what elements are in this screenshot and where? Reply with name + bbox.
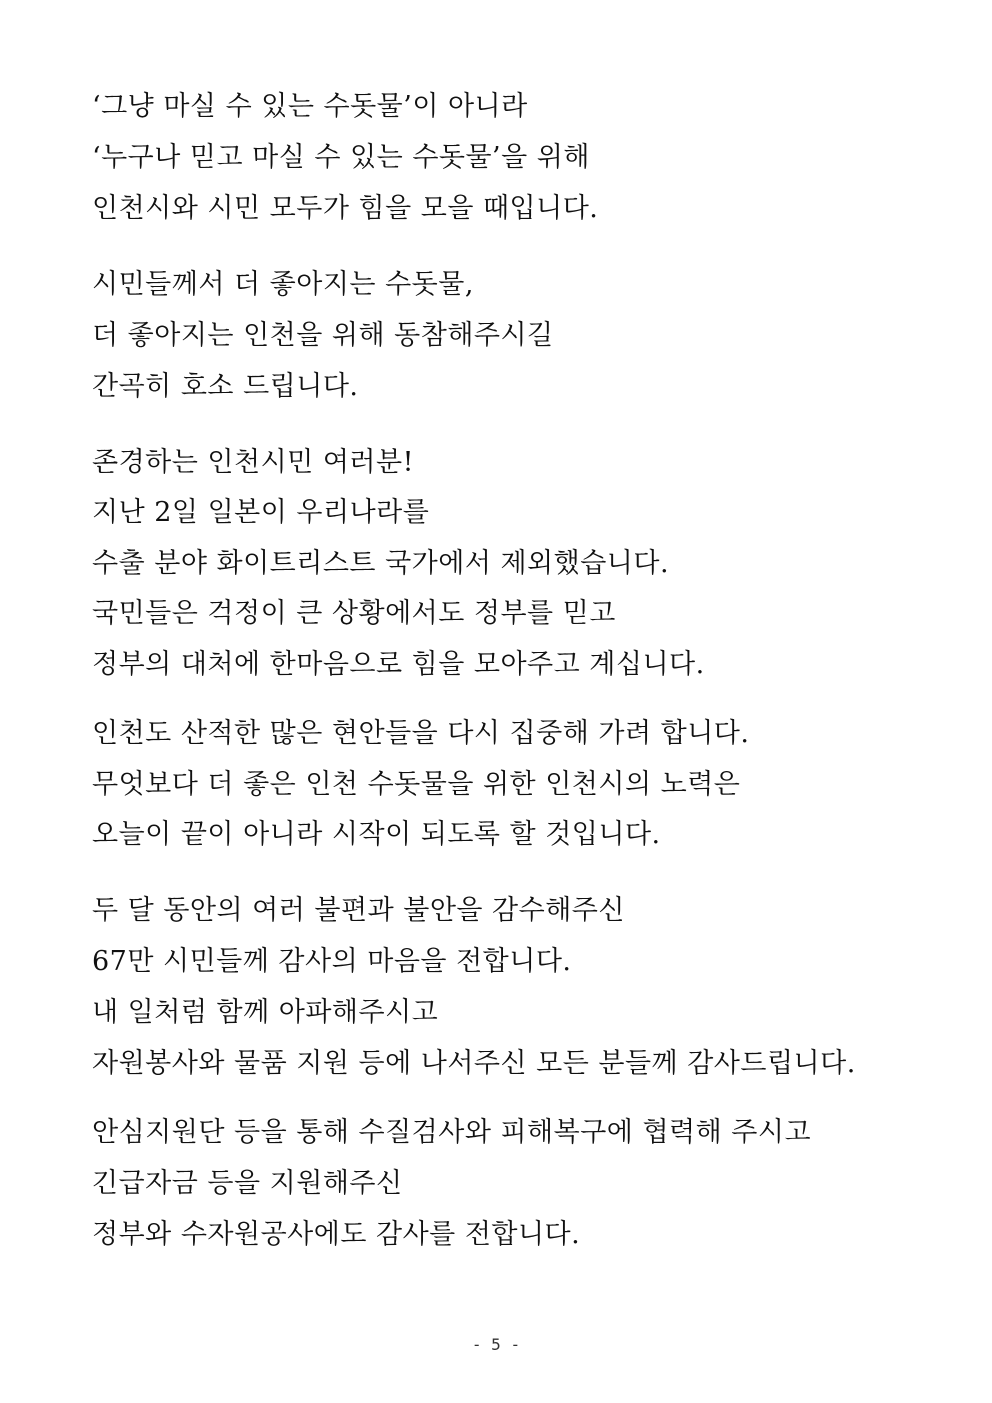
text-line: 존경하는 인천시민 여러분! <box>92 447 414 478</box>
text-line: 인천도 산적한 많은 현안들을 다시 집중해 가려 합니다. <box>92 718 750 749</box>
text-line: 정부의 대처에 한마음으로 힘을 모아주고 계십니다. <box>92 649 705 680</box>
page-number: - 5 - <box>471 1335 521 1354</box>
text-line: 두 달 동안의 여러 불편과 불안을 감수해주신 <box>92 895 625 926</box>
text-line: 시민들께서 더 좋아지는 수돗물, <box>92 269 474 300</box>
text-line: 더 좋아지는 인천을 위해 동참해주시길 <box>92 320 554 351</box>
text-line: 자원봉사와 물품 지원 등에 나서주신 모든 분들께 감사드립니다. <box>92 1048 856 1079</box>
text-line: 안심지원단 등을 통해 수질검사와 피해복구에 협력해 주시고 <box>92 1117 812 1148</box>
text-line: 간곡히 호소 드립니다. <box>92 371 359 402</box>
text-line: 무엇보다 더 좋은 인천 수돗물을 위한 인천시의 노력은 <box>92 769 741 800</box>
text-line: 긴급자금 등을 지원해주신 <box>92 1168 403 1199</box>
text-line: 지난 2일 일본이 우리나라를 <box>92 497 430 528</box>
text-line: 오늘이 끝이 아니라 시작이 되도록 할 것입니다. <box>92 819 661 850</box>
text-line: 67만 시민들께 감사의 마음을 전합니다. <box>92 946 572 977</box>
text-line: 수출 분야 화이트리스트 국가에서 제외했습니다. <box>92 548 670 579</box>
text-line: 정부와 수자원공사에도 감사를 전합니다. <box>92 1219 581 1250</box>
text-line: 국민들은 걱정이 큰 상황에서도 정부를 믿고 <box>92 598 616 629</box>
text-line: ‘그냥 마실 수 있는 수돗물’이 아니라 <box>92 91 528 122</box>
text-line: 인천시와 시민 모두가 힘을 모을 때입니다. <box>92 193 599 224</box>
text-line: ‘누구나 믿고 마실 수 있는 수돗물’을 위해 <box>92 142 590 173</box>
text-line: 내 일처럼 함께 아파해주시고 <box>92 997 439 1028</box>
